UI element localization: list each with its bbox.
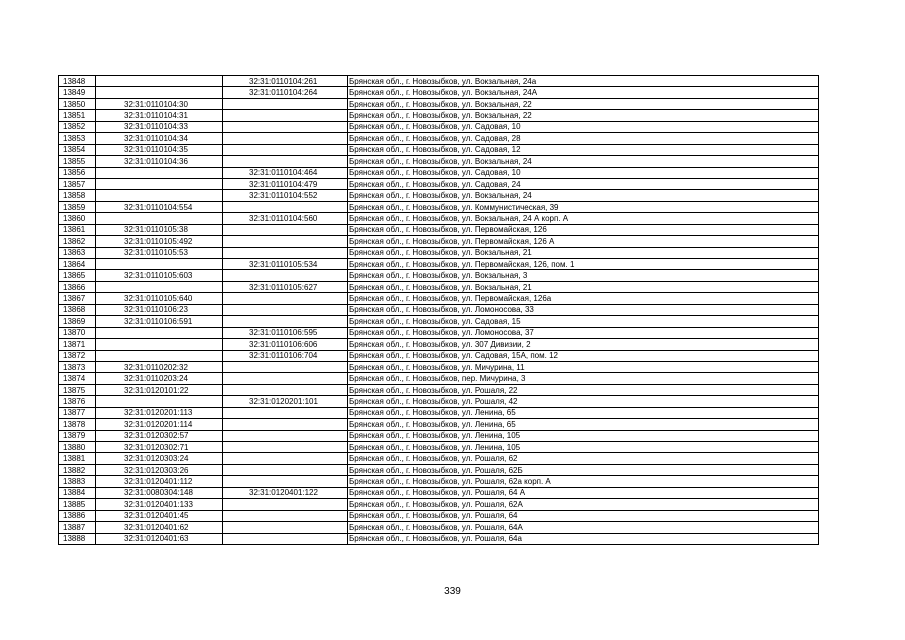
table-row (59, 281, 819, 292)
row-number-cell: 13878 (59, 419, 96, 430)
cadastral-number-cell: 32:31:0110105:53 (96, 247, 223, 258)
address-cell: Брянская обл., г. Новозыбков, ул. Вокзальная, 24а (348, 76, 819, 87)
address-cell: Брянская обл., г. Новозыбков, ул. Садовая, 10 (348, 121, 819, 132)
cadastral-number-2-cell: 32:31:0110105:627 (223, 281, 348, 292)
cadastral-number-cell: 32:31:0080304:148 (96, 487, 223, 498)
cadastral-number-cell: 32:31:0110105:38 (96, 224, 223, 235)
table-row (59, 522, 819, 533)
table-row (59, 270, 819, 281)
cadastral-number-cell (96, 167, 223, 178)
cadastral-number-2-cell (223, 419, 348, 430)
row-number-cell: 13856 (59, 167, 96, 178)
address-cell: Брянская обл., г. Новозыбков, ул. Вокзальная, 24 (348, 156, 819, 167)
cadastral-number-2-cell (223, 510, 348, 521)
cadastral-number-cell (96, 259, 223, 270)
row-number-cell: 13883 (59, 476, 96, 487)
cadastral-number-cell: 32:31:0110104:554 (96, 201, 223, 212)
cadastral-number-cell (96, 76, 223, 87)
address-cell: Брянская обл., г. Новозыбков, ул. Вокзальная, 22 (348, 98, 819, 109)
table-row (59, 144, 819, 155)
address-cell: Брянская обл., г. Новозыбков, ул. Вокзальная, 24 (348, 190, 819, 201)
address-cell: Брянская обл., г. Новозыбков, ул. Ленина, 65 (348, 419, 819, 430)
row-number-cell: 13848 (59, 76, 96, 87)
cadastral-number-2-cell: 32:31:0110106:595 (223, 327, 348, 338)
cadastral-number-2-cell (223, 98, 348, 109)
table-row (59, 133, 819, 144)
address-cell: Брянская обл., г. Новозыбков, ул. Рошаля, 64 (348, 510, 819, 521)
cadastral-number-cell: 32:31:0110202:32 (96, 361, 223, 372)
cadastral-number-2-cell (223, 304, 348, 315)
table-row (59, 121, 819, 132)
address-cell: Брянская обл., г. Новозыбков, ул. Рошаля, 64а (348, 533, 819, 544)
table-row (59, 499, 819, 510)
address-cell: Брянская обл., г. Новозыбков, ул. Мичурина, 11 (348, 361, 819, 372)
table-row (59, 350, 819, 361)
cadastral-number-2-cell (223, 224, 348, 235)
cadastral-number-2-cell (223, 361, 348, 372)
cadastral-number-2-cell (223, 522, 348, 533)
cadastral-number-cell: 32:31:0120302:57 (96, 430, 223, 441)
row-number-cell: 13865 (59, 270, 96, 281)
cadastral-number-cell (96, 213, 223, 224)
table-row (59, 339, 819, 350)
cadastral-number-2-cell (223, 499, 348, 510)
row-number-cell: 13866 (59, 281, 96, 292)
address-cell: Брянская обл., г. Новозыбков, ул. Первомайская, 126 (348, 224, 819, 235)
table-row (59, 327, 819, 338)
row-number-cell: 13862 (59, 236, 96, 247)
address-cell: Брянская обл., г. Новозыбков, ул. Ленина, 105 (348, 430, 819, 441)
cadastral-number-2-cell (223, 453, 348, 464)
table-row (59, 373, 819, 384)
cadastral-number-cell (96, 396, 223, 407)
row-number-cell: 13867 (59, 293, 96, 304)
address-cell: Брянская обл., г. Новозыбков, пер. Мичурина, 3 (348, 373, 819, 384)
cadastral-number-2-cell (223, 293, 348, 304)
address-cell: Брянская обл., г. Новозыбков, ул. Ломоносова, 37 (348, 327, 819, 338)
cadastral-number-cell: 32:31:0110106:591 (96, 316, 223, 327)
address-cell: Брянская обл., г. Новозыбков, ул. Садовая, 10 (348, 167, 819, 178)
cadastral-table (58, 75, 819, 545)
cadastral-number-2-cell (223, 464, 348, 475)
row-number-cell: 13852 (59, 121, 96, 132)
table-row (59, 533, 819, 544)
cadastral-number-2-cell (223, 270, 348, 281)
cadastral-number-2-cell (223, 373, 348, 384)
cadastral-number-2-cell (223, 236, 348, 247)
address-cell: Брянская обл., г. Новозыбков, ул. Рошаля, 42 (348, 396, 819, 407)
address-cell: Брянская обл., г. Новозыбков, ул. Рошаля, 62а корп. А (348, 476, 819, 487)
cadastral-number-2-cell (223, 156, 348, 167)
address-cell: Брянская обл., г. Новозыбков, ул. Вокзальная, 24 А корп. А (348, 213, 819, 224)
cadastral-number-2-cell (223, 442, 348, 453)
row-number-cell: 13888 (59, 533, 96, 544)
address-cell: Брянская обл., г. Новозыбков, ул. Рошаля, 22 (348, 384, 819, 395)
row-number-cell: 13886 (59, 510, 96, 521)
table-row (59, 476, 819, 487)
cadastral-number-2-cell: 32:31:0110106:606 (223, 339, 348, 350)
address-cell: Брянская обл., г. Новозыбков, ул. Ленина, 105 (348, 442, 819, 453)
cadastral-number-cell: 32:31:0120303:26 (96, 464, 223, 475)
cadastral-number-cell: 32:31:0120201:113 (96, 407, 223, 418)
cadastral-number-2-cell: 32:31:0110104:261 (223, 76, 348, 87)
cadastral-number-cell: 32:31:0120401:45 (96, 510, 223, 521)
cadastral-number-2-cell: 32:31:0120201:101 (223, 396, 348, 407)
table-row (59, 190, 819, 201)
table-row (59, 361, 819, 372)
address-cell: Брянская обл., г. Новозыбков, ул. Садовая, 15 (348, 316, 819, 327)
table-row (59, 464, 819, 475)
cadastral-number-2-cell (223, 110, 348, 121)
cadastral-number-cell (96, 281, 223, 292)
cadastral-number-2-cell: 32:31:0110104:560 (223, 213, 348, 224)
address-cell: Брянская обл., г. Новозыбков, ул. Ломоносова, 33 (348, 304, 819, 315)
table-row (59, 236, 819, 247)
cadastral-number-cell (96, 87, 223, 98)
row-number-cell: 13853 (59, 133, 96, 144)
table-row (59, 430, 819, 441)
address-cell: Брянская обл., г. Новозыбков, ул. Вокзальная, 21 (348, 247, 819, 258)
table-row (59, 259, 819, 270)
cadastral-number-2-cell (223, 476, 348, 487)
table-row (59, 224, 819, 235)
cadastral-number-2-cell (223, 144, 348, 155)
row-number-cell: 13872 (59, 350, 96, 361)
row-number-cell: 13885 (59, 499, 96, 510)
cadastral-number-cell: 32:31:0120401:133 (96, 499, 223, 510)
row-number-cell: 13874 (59, 373, 96, 384)
address-cell: Брянская обл., г. Новозыбков, ул. Рошаля, 64А (348, 522, 819, 533)
row-number-cell: 13859 (59, 201, 96, 212)
row-number-cell: 13877 (59, 407, 96, 418)
table-row (59, 87, 819, 98)
cadastral-number-cell: 32:31:0120101:22 (96, 384, 223, 395)
cadastral-number-2-cell (223, 121, 348, 132)
table-row (59, 304, 819, 315)
row-number-cell: 13855 (59, 156, 96, 167)
table-row (59, 442, 819, 453)
address-cell: Брянская обл., г. Новозыбков, ул. Вокзальная, 24А (348, 87, 819, 98)
row-number-cell: 13864 (59, 259, 96, 270)
cadastral-number-cell: 32:31:0120401:63 (96, 533, 223, 544)
cadastral-number-cell: 32:31:0110203:24 (96, 373, 223, 384)
cadastral-number-2-cell: 32:31:0110104:479 (223, 178, 348, 189)
table-row (59, 293, 819, 304)
address-cell: Брянская обл., г. Новозыбков, ул. Первомайская, 126а (348, 293, 819, 304)
cadastral-number-cell: 32:31:0110104:34 (96, 133, 223, 144)
row-number-cell: 13849 (59, 87, 96, 98)
row-number-cell: 13869 (59, 316, 96, 327)
row-number-cell: 13863 (59, 247, 96, 258)
cadastral-number-2-cell (223, 533, 348, 544)
cadastral-number-cell (96, 339, 223, 350)
table-row (59, 156, 819, 167)
row-number-cell: 13884 (59, 487, 96, 498)
row-number-cell: 13854 (59, 144, 96, 155)
table-row (59, 178, 819, 189)
cadastral-number-cell (96, 327, 223, 338)
row-number-cell: 13850 (59, 98, 96, 109)
address-cell: Брянская обл., г. Новозыбков, ул. Первомайская, 126 А (348, 236, 819, 247)
address-cell: Брянская обл., г. Новозыбков, ул. Первомайская, 126, пом. 1 (348, 259, 819, 270)
table-row (59, 110, 819, 121)
row-number-cell: 13887 (59, 522, 96, 533)
row-number-cell: 13882 (59, 464, 96, 475)
table-row (59, 98, 819, 109)
cadastral-number-cell (96, 190, 223, 201)
table-body (59, 76, 819, 545)
table-row (59, 316, 819, 327)
address-cell: Брянская обл., г. Новозыбков, ул. Рошаля, 62Б (348, 464, 819, 475)
row-number-cell: 13857 (59, 178, 96, 189)
row-number-cell: 13876 (59, 396, 96, 407)
row-number-cell: 13860 (59, 213, 96, 224)
cadastral-number-cell (96, 350, 223, 361)
table-row (59, 384, 819, 395)
table-row (59, 167, 819, 178)
address-cell: Брянская обл., г. Новозыбков, ул. Садовая, 12 (348, 144, 819, 155)
cadastral-number-cell: 32:31:0120302:71 (96, 442, 223, 453)
table-row (59, 419, 819, 430)
cadastral-number-2-cell: 32:31:0110105:534 (223, 259, 348, 270)
row-number-cell: 13881 (59, 453, 96, 464)
table-row (59, 76, 819, 87)
row-number-cell: 13861 (59, 224, 96, 235)
row-number-cell: 13868 (59, 304, 96, 315)
cadastral-number-cell: 32:31:0110104:31 (96, 110, 223, 121)
cadastral-number-cell: 32:31:0110104:35 (96, 144, 223, 155)
row-number-cell: 13880 (59, 442, 96, 453)
cadastral-number-2-cell: 32:31:0110104:264 (223, 87, 348, 98)
address-cell: Брянская обл., г. Новозыбков, ул. Вокзальная, 22 (348, 110, 819, 121)
cadastral-number-2-cell (223, 201, 348, 212)
address-cell: Брянская обл., г. Новозыбков, ул. 307 Дивизии, 2 (348, 339, 819, 350)
cadastral-number-cell: 32:31:0110105:640 (96, 293, 223, 304)
cadastral-number-2-cell: 32:31:0120401:122 (223, 487, 348, 498)
cadastral-number-2-cell (223, 407, 348, 418)
cadastral-number-cell: 32:31:0120401:62 (96, 522, 223, 533)
address-cell: Брянская обл., г. Новозыбков, ул. Садовая, 15А, пом. 12 (348, 350, 819, 361)
cadastral-number-cell: 32:31:0120303:24 (96, 453, 223, 464)
table-row (59, 487, 819, 498)
cadastral-number-2-cell: 32:31:0110106:704 (223, 350, 348, 361)
table-row (59, 213, 819, 224)
cadastral-number-cell (96, 178, 223, 189)
row-number-cell: 13858 (59, 190, 96, 201)
cadastral-number-2-cell (223, 384, 348, 395)
address-cell: Брянская обл., г. Новозыбков, ул. Садовая, 28 (348, 133, 819, 144)
cadastral-number-2-cell (223, 247, 348, 258)
cadastral-number-2-cell (223, 133, 348, 144)
address-cell: Брянская обл., г. Новозыбков, ул. Садовая, 24 (348, 178, 819, 189)
table-row (59, 396, 819, 407)
table-row (59, 247, 819, 258)
row-number-cell: 13873 (59, 361, 96, 372)
table-row (59, 510, 819, 521)
cadastral-number-cell: 32:31:0110106:23 (96, 304, 223, 315)
cadastral-number-cell: 32:31:0110104:36 (96, 156, 223, 167)
cadastral-number-cell: 32:31:0120201:114 (96, 419, 223, 430)
cadastral-number-2-cell (223, 430, 348, 441)
row-number-cell: 13875 (59, 384, 96, 395)
address-cell: Брянская обл., г. Новозыбков, ул. Ленина, 65 (348, 407, 819, 418)
row-number-cell: 13879 (59, 430, 96, 441)
cadastral-number-cell: 32:31:0110105:603 (96, 270, 223, 281)
cadastral-number-cell: 32:31:0110104:33 (96, 121, 223, 132)
cadastral-number-2-cell: 32:31:0110104:464 (223, 167, 348, 178)
row-number-cell: 13851 (59, 110, 96, 121)
address-cell: Брянская обл., г. Новозыбков, ул. Коммунистическая, 39 (348, 201, 819, 212)
cadastral-number-cell: 32:31:0110104:30 (96, 98, 223, 109)
cadastral-number-cell: 32:31:0110105:492 (96, 236, 223, 247)
table-row (59, 201, 819, 212)
address-cell: Брянская обл., г. Новозыбков, ул. Рошаля, 64 А (348, 487, 819, 498)
address-cell: Брянская обл., г. Новозыбков, ул. Вокзальная, 3 (348, 270, 819, 281)
table-row (59, 453, 819, 464)
cadastral-number-2-cell (223, 316, 348, 327)
address-cell: Брянская обл., г. Новозыбков, ул. Вокзальная, 21 (348, 281, 819, 292)
address-cell: Брянская обл., г. Новозыбков, ул. Рошаля, 62 (348, 453, 819, 464)
cadastral-number-cell: 32:31:0120401:112 (96, 476, 223, 487)
row-number-cell: 13870 (59, 327, 96, 338)
row-number-cell: 13871 (59, 339, 96, 350)
cadastral-number-2-cell: 32:31:0110104:552 (223, 190, 348, 201)
address-cell: Брянская обл., г. Новозыбков, ул. Рошаля, 62А (348, 499, 819, 510)
page-number: 339 (444, 586, 461, 597)
table-row (59, 407, 819, 418)
